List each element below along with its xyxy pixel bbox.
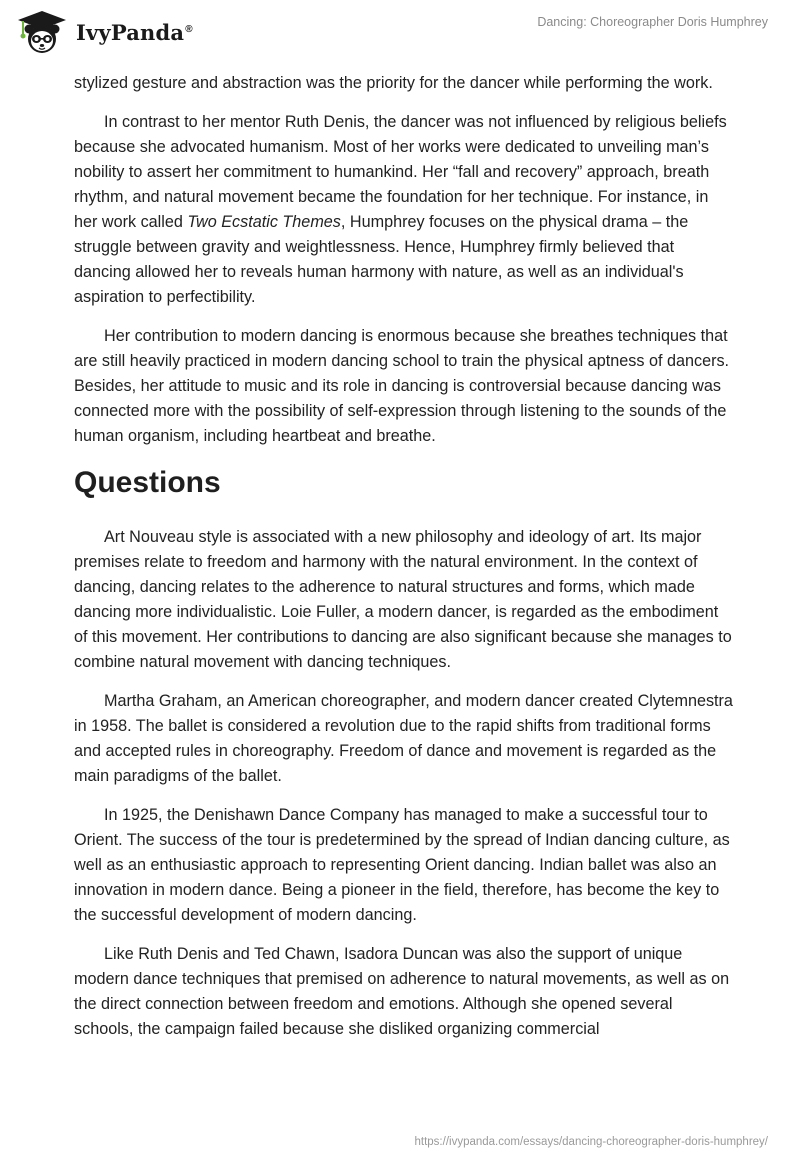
- brand-name: IvyPanda®: [76, 19, 193, 45]
- panda-graduation-icon: [14, 9, 70, 55]
- paragraph-continuation: stylized gesture and abstraction was the priority for the dancer while performing the work.: [74, 74, 713, 92]
- document-title: Dancing: Choreographer Doris Humphrey: [537, 15, 768, 29]
- paragraph-humanism: In contrast to her mentor Ruth Denis, the dancer was not influenced by religious beliefs because she advocated humanism. Most of her works were dedicated to unveiling man’s nobility to assert her commitment to humankind. Her “fall and recovery” approach, breath rhythm, and natural movement became the foundation for her technique. For instance, in her work called Two Ecstatic Themes, Humphrey focuses on the physical drama – the struggle between gravity and weightlessness. Hence, Humphrey firmly believed that dancing allowed her to reveals human harmony with nature, as well as an individual's aspiration to perfectibility.: [74, 113, 727, 306]
- paragraph-denishawn: In 1925, the Denishawn Dance Company has managed to make a successful tour to Orient. The success of the tour is predetermined by the spread of Indian dancing culture, as well as an enthusiastic approach to representing Orient dancing. Indian ballet was also an innovation in modern dance. Being a pioneer in the field, therefore, has become the key to the successful development of modern dancing.: [74, 806, 730, 924]
- paragraph-isadora-duncan: Like Ruth Denis and Ted Chawn, Isadora Duncan was also the support of unique modern dance techniques that premised on adherence to natural movements, as well as on the direct connection between freedom and emotions. Although she opened several schools, the campaign failed because she disliked organizing commercial: [74, 945, 730, 1038]
- paragraph-art-nouveau: Art Nouveau style is associated with a new philosophy and ideology of art. Its major premises relate to freedom and harmony with the natural environment. In the context of dancing, dancing relates to the adherence to natural structures and forms, which made dancing more individualistic. Loie Fuller, a modern dancer, is regarded as the embodiment of this movement. Her contributions to dancing are also significant because she manages to combine natural movement with dancing techniques.: [74, 528, 732, 671]
- work-title-emphasis: Two Ecstatic Themes: [187, 213, 341, 231]
- ivypanda-logo[interactable]: [14, 9, 193, 55]
- source-url[interactable]: https://ivypanda.com/essays/dancing-choreographer-doris-humphrey/: [414, 1136, 768, 1148]
- paragraph-martha-graham: Martha Graham, an American choreographer, and modern dancer created Clytemnestra in 1958. The ballet is considered a revolution due to the rapid shifts from traditional forms and accepted rules in choreography. Freedom of dance and movement is regarded as the main paradigms of the ballet.: [74, 692, 733, 785]
- paragraph-contribution: Her contribution to modern dancing is enormous because she breathes techniques that are still heavily practiced in modern dancing school to train the physical aptness of dancers. Besides, her attitude to music and its role in dancing is controversial because dancing was connected more with the possibility of self-expression through listening to the sounds of the human organism, including heartbeat and breathe.: [74, 327, 730, 445]
- page-header: [0, 0, 800, 66]
- essay-content: [74, 71, 734, 1056]
- section-heading-questions: Questions: [74, 466, 221, 499]
